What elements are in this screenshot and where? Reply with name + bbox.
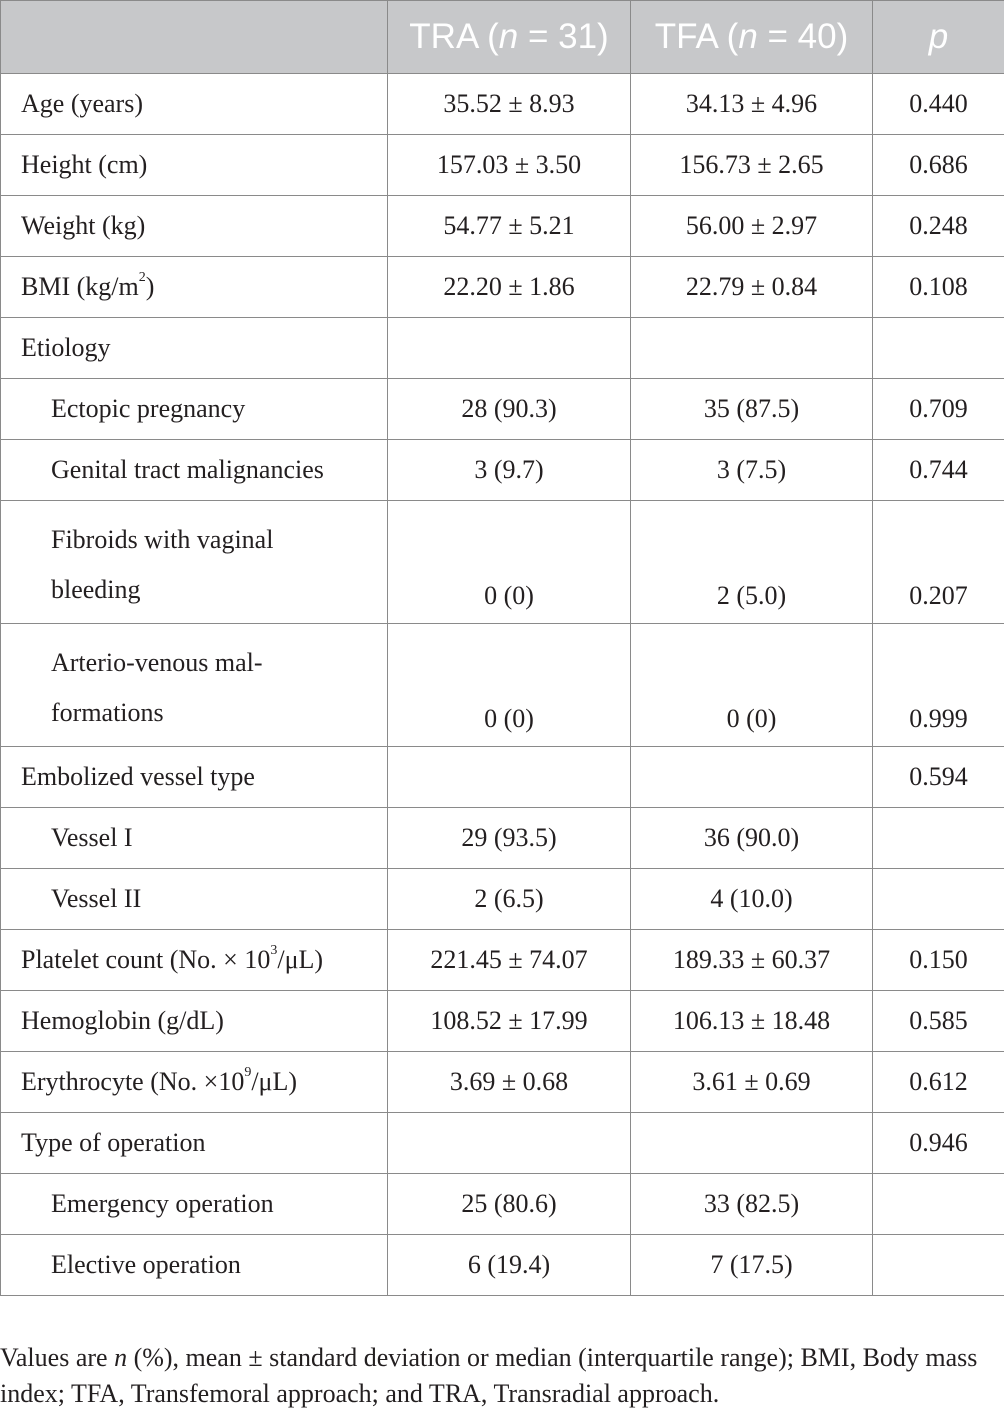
table-row	[1, 1235, 1004, 1296]
tra-value: 6 (19.4)	[388, 1235, 631, 1296]
tra-value: 3.69 ± 0.68	[388, 1052, 631, 1113]
table-row	[1, 869, 1004, 930]
p-value	[873, 318, 1004, 379]
table-row	[1, 440, 1004, 501]
tfa-value: 7 (17.5)	[631, 1235, 873, 1296]
table-row	[1, 991, 1004, 1052]
tfa-value	[631, 1113, 873, 1174]
row-label: Embolized vessel type	[1, 747, 388, 808]
table-row	[1, 196, 1004, 257]
tra-value: 25 (80.6)	[388, 1174, 631, 1235]
tfa-value: 22.79 ± 0.84	[631, 257, 873, 318]
table-row	[1, 74, 1004, 135]
table-row	[1, 747, 1004, 808]
table-row	[1, 135, 1004, 196]
row-label: Erythrocyte (No. $\times 10^9/\mu L$)	[1, 1052, 388, 1113]
row-label: Arterio-venous mal- formations	[1, 624, 388, 747]
tfa-value: 34.13 ± 4.96	[631, 74, 873, 135]
row-label: Emergency operation	[1, 1174, 388, 1235]
header-tra: TRA (n = 31)	[388, 1, 631, 74]
tfa-value: 3 (7.5)	[631, 440, 873, 501]
tfa-value: 33 (82.5)	[631, 1174, 873, 1235]
table-row	[1, 930, 1004, 991]
table-row	[1, 624, 1004, 747]
tra-value: 0 (0)	[388, 501, 631, 624]
row-label: Genital tract malignancies	[1, 440, 388, 501]
table-row	[1, 1174, 1004, 1235]
p-value: 0.440	[873, 74, 1004, 135]
tfa-value: 3.61 ± 0.69	[631, 1052, 873, 1113]
p-value: 0.594	[873, 747, 1004, 808]
tfa-value	[631, 318, 873, 379]
tra-value: 221.45 ± 74.07	[388, 930, 631, 991]
p-value: 0.248	[873, 196, 1004, 257]
tra-value: 29 (93.5)	[388, 808, 631, 869]
row-label: Weight (kg)	[1, 196, 388, 257]
row-label: BMI $(kg/m^2)$	[1, 257, 388, 318]
header-empty-cell	[1, 1, 388, 74]
tra-value: 157.03 ± 3.50	[388, 135, 631, 196]
p-value	[873, 869, 1004, 930]
tfa-value	[631, 747, 873, 808]
tra-value: 2 (6.5)	[388, 869, 631, 930]
tra-value	[388, 318, 631, 379]
p-value: 0.686	[873, 135, 1004, 196]
row-label: Platelet count (No. × $10^3/\mu L$)	[1, 930, 388, 991]
table-row	[1, 379, 1004, 440]
p-value: 0.946	[873, 1113, 1004, 1174]
tfa-value: 106.13 ± 18.48	[631, 991, 873, 1052]
row-label: Elective operation	[1, 1235, 388, 1296]
table-row	[1, 318, 1004, 379]
tfa-value: 156.73 ± 2.65	[631, 135, 873, 196]
row-label: Fibroids with vaginal bleeding	[1, 501, 388, 624]
row-label: Hemoglobin (g/dL)	[1, 991, 388, 1052]
row-label: Vessel II	[1, 869, 388, 930]
row-label: Age (years)	[1, 74, 388, 135]
tra-value: 28 (90.3)	[388, 379, 631, 440]
tra-value: 22.20 ± 1.86	[388, 257, 631, 318]
p-value: 0.150	[873, 930, 1004, 991]
table-row	[1, 1052, 1004, 1113]
p-value: 0.612	[873, 1052, 1004, 1113]
tra-value: 54.77 ± 5.21	[388, 196, 631, 257]
tra-value: 108.52 ± 17.99	[388, 991, 631, 1052]
p-value: 0.108	[873, 257, 1004, 318]
tfa-value: 2 (5.0)	[631, 501, 873, 624]
tfa-value: 35 (87.5)	[631, 379, 873, 440]
header-tfa: TFA (n = 40)	[631, 1, 873, 74]
tra-value	[388, 747, 631, 808]
row-label: Vessel I	[1, 808, 388, 869]
tfa-value: 56.00 ± 2.97	[631, 196, 873, 257]
table-row	[1, 257, 1004, 318]
tra-value: 3 (9.7)	[388, 440, 631, 501]
p-value: 0.709	[873, 379, 1004, 440]
p-value: 0.207	[873, 501, 1004, 624]
table-header-row	[1, 1, 1004, 74]
p-value: 0.585	[873, 991, 1004, 1052]
row-label: Type of operation	[1, 1113, 388, 1174]
table-row	[1, 501, 1004, 624]
tfa-value: 4 (10.0)	[631, 869, 873, 930]
tra-value: 35.52 ± 8.93	[388, 74, 631, 135]
p-value: 0.744	[873, 440, 1004, 501]
tfa-value: 36 (90.0)	[631, 808, 873, 869]
tfa-value: 0 (0)	[631, 624, 873, 747]
row-label: Height (cm)	[1, 135, 388, 196]
table-row	[1, 808, 1004, 869]
row-label: Ectopic pregnancy	[1, 379, 388, 440]
tfa-value: 189.33 ± 60.37	[631, 930, 873, 991]
row-label: Etiology	[1, 318, 388, 379]
table-row	[1, 1113, 1004, 1174]
p-value: 0.999	[873, 624, 1004, 747]
tra-value: 0 (0)	[388, 624, 631, 747]
tra-value	[388, 1113, 631, 1174]
p-value	[873, 808, 1004, 869]
header-p-value: p	[873, 1, 1004, 74]
table-footnote: Values are n (%), mean ± standard deviation or median (interquartile range); BMI, Body mass index; TFA, Transfemoral approach; and TRA, Transradial approach.	[0, 1343, 978, 1408]
p-value	[873, 1235, 1004, 1296]
p-value	[873, 1174, 1004, 1235]
